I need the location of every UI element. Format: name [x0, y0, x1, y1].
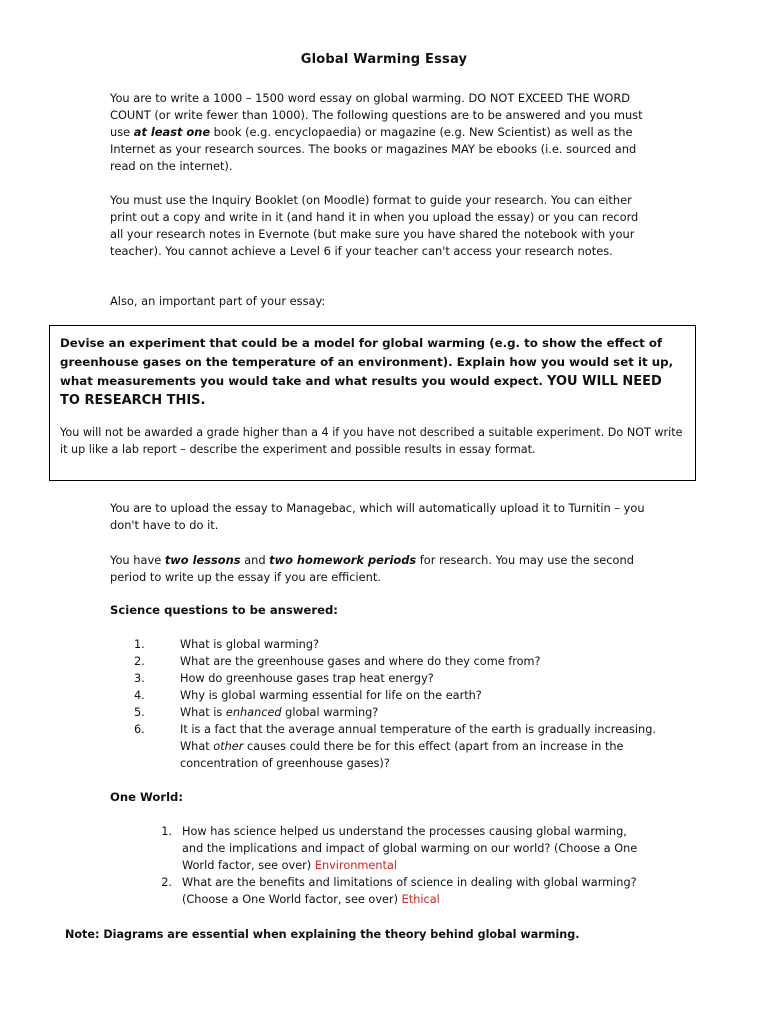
instructions-text-a: You are to write a 1000 – 1500 word essay on global warming. DO NOT EXCEED THE WORD COUNT (or write fewer than 1000). The following questions are to be answered and you must use [110, 91, 643, 139]
list-item: 1. What is global warming? [134, 638, 320, 651]
upload-paragraph: You are to upload the essay to Managebac, which will automatically upload it to Turnitin – you don't have to do it. [110, 501, 645, 532]
research-this-emphasis: YOU WILL NEED TO RESEARCH THIS. [60, 374, 662, 408]
inquiry-paragraph: You must use the Inquiry Booklet (on Moodle) format to guide your research. You can either print out a copy and write in it (and hand it in when you upload the essay) or you can record all your research notes in Evernote (but make sure you have shared the notebook with your teacher). You cannot achieve a Level 6 if your teacher can't access your research notes. [110, 193, 639, 258]
time-emphasis-homework: two homework periods [269, 553, 417, 567]
time-text-c: for research. You may use the second period to write up the essay if you are efficient. [110, 553, 634, 584]
instructions-emphasis: at least one [133, 125, 211, 139]
time-text-b: and [240, 553, 270, 567]
experiment-instructions [60, 334, 685, 410]
environmental-tag: Environmental [314, 859, 398, 872]
time-allocation-paragraph [110, 552, 655, 586]
one-world-list [150, 823, 650, 908]
list-item: 5. What is enhanced global warming? [134, 706, 379, 719]
experiment-callout-box [49, 325, 696, 481]
time-text-a: You have [110, 553, 165, 567]
one-world-heading: One World: [110, 790, 183, 804]
list-item: 2. What are the benefits and limitations of science in dealing with global warming? (Choose a One World factor, see over) Ethical [161, 876, 637, 906]
experiment-instructions-text: Devise an experiment that could be a model for global warming (e.g. to show the effect of greenhouse gases on the temperature of an environment). Explain how you would set it up, what measurements you would take and what results you would expect. [60, 336, 674, 388]
experiment-grade-note: You will not be awarded a grade higher than a 4 if you have not described a suitable experiment. Do NOT write it up like a lab report – describe the experiment and possible results in essay format. [60, 426, 683, 456]
list-item: 6. It is a fact that the average annual temperature of the earth is gradually increasing. What other causes could there be for this effect (apart from an increase in the concentration of greenhouse gases)? [134, 723, 656, 770]
instructions-text-b: book (e.g. encyclopaedia) or magazine (e.g. New Scientist) as well as the Internet as your research sources. The books or magazines MAY be ebooks (i.e. sourced and read on the internet). [110, 125, 637, 173]
list-item: 1. How has science helped us understand the processes causing global warming, and the implications and impact of global warming on our world? (Choose a One World factor, see over) Environmental [161, 825, 638, 872]
time-emphasis-lessons: two lessons [164, 553, 241, 567]
page-title: Global Warming Essay [300, 52, 468, 67]
science-questions-heading: Science questions to be answered: [110, 603, 338, 617]
instructions-paragraph [110, 90, 655, 175]
diagrams-note: Note: Diagrams are essential when explaining the theory behind global warming. [65, 928, 580, 941]
important-part-paragraph: Also, an important part of your essay: [110, 294, 326, 308]
list-item: 3. How do greenhouse gases trap heat energy? [134, 672, 434, 685]
list-item: 4. Why is global warming essential for life on the earth? [134, 689, 482, 702]
list-item: 2. What are the greenhouse gases and where do they come from? [134, 655, 541, 668]
science-questions-list [110, 636, 670, 772]
ethical-tag: Ethical [401, 893, 440, 906]
